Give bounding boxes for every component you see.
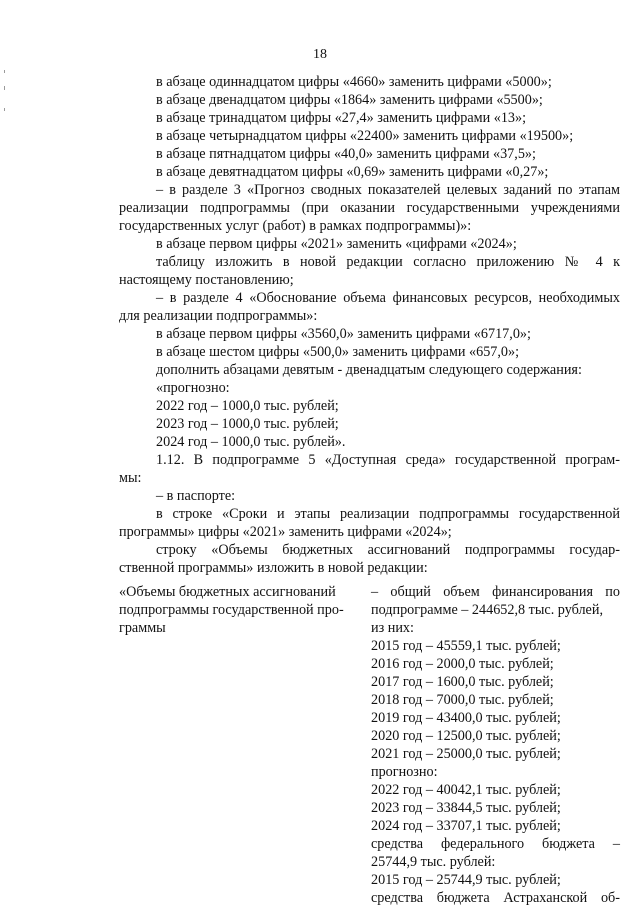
margin-mark bbox=[4, 86, 5, 90]
table-left-cell-line: подпрограммы государственной про- bbox=[119, 602, 344, 618]
table-right-cell-line: 2023 год – 33844,5 тыс. рублей; bbox=[371, 800, 561, 816]
text-line: в абзаце шестом цифры «500,0» заменить цифрами «657,0»; bbox=[156, 344, 520, 360]
text-line: для реализации подпрограммы»: bbox=[119, 308, 318, 324]
table-right-cell-line: прогнозно: bbox=[371, 764, 438, 780]
table-right-cell-line: 25744,9 тыс. рублей: bbox=[371, 854, 496, 870]
table-right-cell-line: 2017 год – 1600,0 тыс. рублей; bbox=[371, 674, 554, 690]
text-line: настоящему постановлению; bbox=[119, 272, 294, 288]
table-right-cell-line: 2020 год – 12500,0 тыс. рублей; bbox=[371, 728, 561, 744]
table-right-cell-line: – общий объем финансирования по bbox=[371, 584, 620, 600]
table-left-cell-line: «Объемы бюджетных ассигнований bbox=[119, 584, 336, 600]
text-line: «прогнозно: bbox=[156, 380, 230, 396]
table-left-cell-line: граммы bbox=[119, 620, 166, 636]
text-line: строку «Объемы бюджетных ассигнований подпрограммы государ- bbox=[156, 542, 620, 558]
table-right-cell-line: средства бюджета Астраханской об- bbox=[371, 890, 620, 906]
text-line: в абзаце первом цифры «2021» заменить «цифрами «2024»; bbox=[156, 236, 517, 252]
table-right-cell-line: 2019 год – 43400,0 тыс. рублей; bbox=[371, 710, 561, 726]
text-line: – в разделе 4 «Обоснование объема финансовых ресурсов, необходимых bbox=[156, 290, 620, 306]
text-line: таблицу изложить в новой редакции согласно приложению № 4 к bbox=[156, 254, 620, 270]
table-right-cell-line: 2018 год – 7000,0 тыс. рублей; bbox=[371, 692, 554, 708]
table-right-cell-line: 2024 год – 33707,1 тыс. рублей; bbox=[371, 818, 561, 834]
text-line: дополнить абзацами девятым - двенадцатым следующего содержания: bbox=[156, 362, 582, 378]
text-line: – в разделе 3 «Прогноз сводных показателей целевых заданий по этапам bbox=[156, 182, 620, 198]
text-line: государственных услуг (работ) в рамках подпрограммы)»: bbox=[119, 218, 472, 234]
text-line: 2024 год – 1000,0 тыс. рублей». bbox=[156, 434, 346, 450]
text-line: в абзаце двенадцатом цифры «1864» заменить цифрами «5500»; bbox=[156, 92, 543, 108]
page-number: 18 bbox=[313, 47, 327, 62]
table-right-cell-line: 2015 год – 45559,1 тыс. рублей; bbox=[371, 638, 561, 654]
text-line: в абзаце тринадцатом цифры «27,4» заменить цифрами «13»; bbox=[156, 110, 527, 126]
table-right-cell-line: средства федерального бюджета – bbox=[371, 836, 620, 852]
text-line: – в паспорте: bbox=[156, 488, 236, 504]
text-line: в абзаце пятнадцатом цифры «40,0» заменить цифрами «37,5»; bbox=[156, 146, 536, 162]
text-line: программы» цифры «2021» заменить цифрами «2024»; bbox=[119, 524, 452, 540]
text-line: в абзаце первом цифры «3560,0» заменить цифрами «6717,0»; bbox=[156, 326, 531, 342]
table-right-cell-line: 2015 год – 25744,9 тыс. рублей; bbox=[371, 872, 561, 888]
margin-mark bbox=[4, 108, 5, 111]
text-line: 2023 год – 1000,0 тыс. рублей; bbox=[156, 416, 339, 432]
text-line: 1.12. В подпрограмме 5 «Доступная среда» государственной програм- bbox=[156, 452, 620, 468]
text-line: в абзаце одиннадцатом цифры «4660» заменить цифрами «5000»; bbox=[156, 74, 552, 90]
table-right-cell-line: 2021 год – 25000,0 тыс. рублей; bbox=[371, 746, 561, 762]
table-right-cell-line: из них: bbox=[371, 620, 414, 636]
table-right-cell-line: 2022 год – 40042,1 тыс. рублей; bbox=[371, 782, 561, 798]
text-line: 2022 год – 1000,0 тыс. рублей; bbox=[156, 398, 339, 414]
margin-mark bbox=[4, 70, 5, 73]
text-line: в абзаце четырнадцатом цифры «22400» заменить цифрами «19500»; bbox=[156, 128, 574, 144]
text-line: в строке «Сроки и этапы реализации подпрограммы государственной bbox=[156, 506, 620, 522]
text-line: ственной программы» изложить в новой редакции: bbox=[119, 560, 428, 576]
table-right-cell-line: 2016 год – 2000,0 тыс. рублей; bbox=[371, 656, 554, 672]
table-right-cell-line: подпрограмме – 244652,8 тыс. рублей, bbox=[371, 602, 603, 618]
text-line: реализации подпрограммы (при оказании государственными учреждениями bbox=[119, 200, 620, 216]
text-line: в абзаце девятнадцатом цифры «0,69» заменить цифрами «0,27»; bbox=[156, 164, 549, 180]
text-line: мы: bbox=[119, 470, 142, 486]
